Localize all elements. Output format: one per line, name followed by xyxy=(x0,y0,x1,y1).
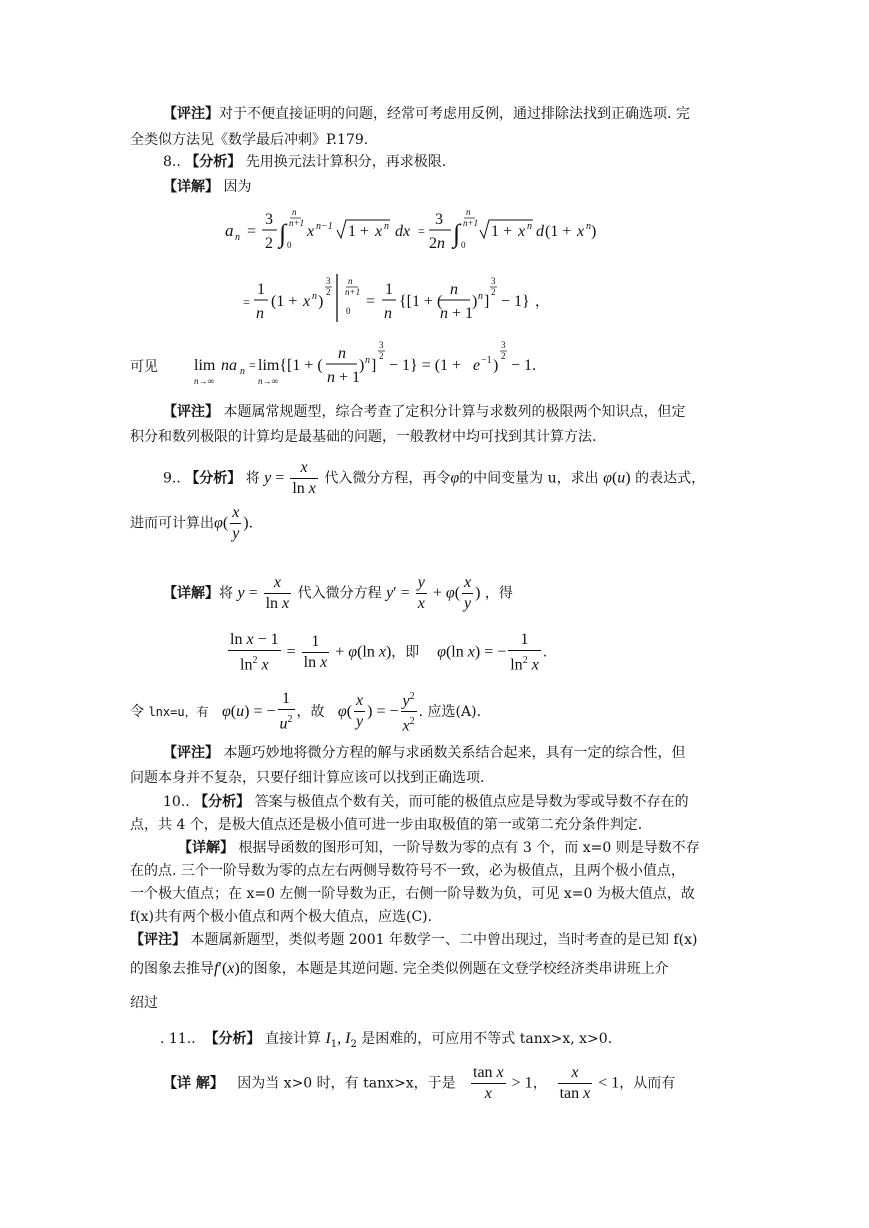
q8-equation-3 xyxy=(190,338,540,394)
svg-text:n: n xyxy=(240,366,245,377)
svg-text:x: x xyxy=(375,223,383,240)
svg-text:x: x xyxy=(303,293,311,310)
q9-detail-line: 【详解】将 y = $\frac{x}{\text{ln x}}$ 代入微分方程 y′ = $\frac{y}{x}$ + φ( $\frac{x}{y}$ ) ，得 xyxy=(163,574,513,612)
svg-text:x: x xyxy=(577,223,585,240)
svg-text:x: x xyxy=(307,223,315,240)
svg-text:n: n xyxy=(312,291,317,302)
svg-text:=: = xyxy=(243,295,250,309)
svg-text:3: 3 xyxy=(435,211,443,228)
analysis-text: 答案与极值点个数有关，而可能的极值点应是导数为零或导数不存在的 xyxy=(254,794,689,810)
svg-text:−1: −1 xyxy=(481,355,492,366)
svg-text:3: 3 xyxy=(501,340,506,350)
svg-text:=: = xyxy=(247,223,257,240)
svg-text:n: n xyxy=(527,221,532,232)
text: lnx=u，有 xyxy=(148,704,209,719)
text: 直接计算 xyxy=(264,1031,321,1047)
analysis-tag: 【分析】 xyxy=(185,470,242,487)
svg-text:0: 0 xyxy=(461,240,466,250)
text: 将 xyxy=(245,470,260,487)
svg-text:1 +: 1 + xyxy=(491,223,513,240)
svg-text:]: ] xyxy=(484,293,490,310)
svg-text:): ) xyxy=(493,357,499,374)
q8-equation-2 xyxy=(238,270,558,332)
svg-text:=: = xyxy=(418,224,425,238)
svg-text:n: n xyxy=(256,305,264,322)
text: 代入微分方程，再令 xyxy=(324,470,451,487)
svg-text:n+1: n+1 xyxy=(463,218,479,228)
q9-number: 9.. xyxy=(163,470,181,487)
svg-text:na: na xyxy=(221,357,237,374)
svg-text:n + 1: n + 1 xyxy=(327,369,361,386)
q10-detail-line4: f(x)共有两个极小值点和两个极大值点，应选(C). xyxy=(130,909,433,925)
comment-tag: 【评注】 xyxy=(163,745,219,761)
svg-text:n: n xyxy=(348,276,353,286)
text: 的表达式， xyxy=(635,470,706,487)
svg-text:n: n xyxy=(384,305,392,322)
svg-text:a: a xyxy=(225,221,234,240)
svg-text:2: 2 xyxy=(265,235,273,252)
svg-text:n: n xyxy=(466,207,471,217)
svg-text:n→∞: n→∞ xyxy=(258,376,278,386)
svg-text:=: = xyxy=(366,293,376,310)
comment-tag: 【评注】 xyxy=(163,404,219,420)
svg-text:2: 2 xyxy=(491,287,496,297)
svg-text:): ) xyxy=(359,357,365,374)
q10-comment-line1 xyxy=(130,930,697,950)
svg-text:n: n xyxy=(586,221,591,232)
svg-text:(1 +: (1 + xyxy=(271,293,298,310)
svg-text:lim: lim xyxy=(194,357,216,374)
svg-text:n+1: n+1 xyxy=(345,287,361,297)
svg-text:2: 2 xyxy=(379,351,384,361)
text: ，从而有 xyxy=(619,1075,676,1092)
detail-text: 根据导函数的图形可知，一阶导数为零的点有 3 个，而 x=0 则是导数不存 xyxy=(238,840,700,856)
q8-comment-line2: 积分和数列极限的计算均是最基础的问题，一般教材中均可找到其计算方法. xyxy=(130,429,597,445)
comment-tag: 【评注】 xyxy=(130,932,186,948)
svg-text:− 1.: − 1. xyxy=(511,357,537,374)
q8-analysis-line xyxy=(163,152,446,172)
svg-text:n: n xyxy=(365,355,370,366)
svg-text:d: d xyxy=(536,223,544,240)
text: ，即 xyxy=(391,644,420,661)
analysis-text: 先用换元法计算积分，再求极限. xyxy=(245,154,447,170)
analysis-tag: 【分析】 xyxy=(185,154,242,170)
svg-text:): ) xyxy=(318,293,324,310)
svg-text:，: ， xyxy=(535,295,549,310)
q9-equation-line: $\frac{\text{ln x − 1}}{\ln^2 x}$ = $\frac{1}{\text{ln x}}$ + φ(ln x)，即 φ(ln x) = − $\frac{1}{\ln^2 x}$ . xyxy=(230,631,548,674)
svg-text:0: 0 xyxy=(287,240,292,250)
svg-text:x: x xyxy=(518,223,526,240)
comment-tag: 【评注】 xyxy=(163,106,219,122)
q10-comment-line3: 绍过 xyxy=(130,995,158,1011)
svg-text:∫: ∫ xyxy=(453,219,461,248)
analysis-tag: 【分析】 xyxy=(194,794,251,810)
svg-text:2: 2 xyxy=(501,351,506,361)
svg-text:e: e xyxy=(473,357,481,374)
q10-analysis-line2: 点，共 4 个，是极大值点还是极小值可进一步由取极值的第一或第二充分条件判定. xyxy=(130,817,643,833)
q10-comment-line2: 的图象去推导f′(x)的图象，本题是其逆问题. 完全类似例题在文登学校经济类串讲班上介 xyxy=(130,960,669,977)
svg-text:1: 1 xyxy=(257,281,265,298)
svg-text:lim{[1 + (: lim{[1 + ( xyxy=(258,357,323,374)
svg-text:3: 3 xyxy=(265,211,273,228)
q9-comment-line2: 问题本身并不复杂，只要仔细计算应该可以找到正确选项. xyxy=(130,770,485,786)
q11-analysis-line: . 11.. 【分析】 直接计算 $I_1$, $I_2$ 是困难的，可应用不等式 tanx>x, x>0. xyxy=(160,1030,613,1050)
svg-text:2: 2 xyxy=(326,287,331,297)
comment-text: 本题属新题型，类似考题 2001 年数学一、二中曾出现过，当时考查的是已知 f(x) xyxy=(190,932,698,948)
svg-text:3: 3 xyxy=(326,276,331,286)
text: 的图象，本题是其逆问题. 完全类似例题在文登学校经济类串讲班上介 xyxy=(239,961,669,977)
svg-text:2n: 2n xyxy=(429,235,445,252)
q11-number: . 11.. xyxy=(160,1031,196,1047)
svg-text:): ) xyxy=(472,293,478,310)
text: ，故 xyxy=(296,703,325,720)
text: 的图象去推导 xyxy=(130,961,214,977)
q10-analysis-line1 xyxy=(163,792,689,812)
q10-detail-line3: 一个极大值点；在 x=0 左侧一阶导数为正，右侧一阶导数为负，可见 x=0 为极大值点，故 xyxy=(130,886,695,902)
q10-detail-line2: 在的点. 三个一阶导数为零的点左右两侧导数符号不一致，必为极值点，且两个极小值点， xyxy=(130,863,685,879)
svg-text:n + 1: n + 1 xyxy=(440,305,474,322)
svg-text:n+1: n+1 xyxy=(289,218,305,228)
detail-tag: 【详解】 xyxy=(178,840,234,856)
svg-text:{[1 + (: {[1 + ( xyxy=(399,293,443,310)
q8-comment-line1 xyxy=(163,402,685,422)
q8-number: 8.. xyxy=(163,154,181,170)
svg-text:3: 3 xyxy=(379,340,384,350)
text: 代入微分方程 xyxy=(297,585,382,602)
svg-text:n−1: n−1 xyxy=(316,221,333,232)
comment-text: 本题巧妙地将微分方程的解与求函数关系结合起来，具有一定的综合性，但 xyxy=(223,745,686,761)
comment-text: 对于不便直接证明的问题，经常可考虑用反例，通过排除法找到正确选项. 完 xyxy=(219,106,690,122)
svg-text:]: ] xyxy=(371,357,377,374)
detail-tag: 【详解】 xyxy=(163,585,219,602)
svg-text:n: n xyxy=(235,232,240,243)
text: 的中间变量为 u，求出 xyxy=(459,470,599,487)
text: 因为当 x>0 时，有 tanx>x，于是 xyxy=(237,1075,456,1092)
svg-text:3: 3 xyxy=(491,276,496,286)
svg-text:n: n xyxy=(338,345,346,362)
q10-number: 10.. xyxy=(163,794,190,810)
svg-text:(1 +: (1 + xyxy=(545,223,572,240)
text: 令 xyxy=(130,703,144,720)
detail-tag: 【详解】 xyxy=(163,179,219,195)
svg-text:− 1} = (1 +: − 1} = (1 + xyxy=(389,357,462,374)
comment-7-line2: 全类似方法见《数学最后冲刺》P.179. xyxy=(130,132,369,148)
svg-text:n: n xyxy=(450,281,458,298)
svg-text:n→∞: n→∞ xyxy=(194,376,214,386)
text: 将 xyxy=(219,585,233,602)
svg-text:dx: dx xyxy=(395,223,411,240)
q11-detail-line: 【详 解】 因为当 x>0 时，有 tanx>x，于是 $\frac{\text{tan x}}{x}$ > 1， $\frac{x}{\text{tan x}}$ < 1，从而有 xyxy=(163,1064,676,1102)
q8-equation-1 xyxy=(215,202,595,260)
text: . 应选(A). xyxy=(418,703,482,720)
q9-analysis-line2: 进而可计算出φ( $\frac{x}{y}$ ). xyxy=(130,504,254,542)
q10-detail-line1 xyxy=(178,838,700,858)
svg-text:): ) xyxy=(591,223,597,240)
svg-text:n: n xyxy=(478,291,483,302)
text: 进而可计算出 xyxy=(130,515,214,532)
svg-text:− 1}: − 1} xyxy=(501,293,530,310)
comment-text: 本题属常规题型，综合考查了定积分计算与求数列的极限两个知识点，但定 xyxy=(223,404,686,420)
analysis-tag: 【分析】 xyxy=(204,1031,261,1047)
svg-text:1: 1 xyxy=(385,281,393,298)
text: ，得 xyxy=(484,585,513,602)
svg-text:n: n xyxy=(292,207,297,217)
svg-text:1 +: 1 + xyxy=(348,223,370,240)
text: 是困难的，可应用不等式 tanx>x, x>0. xyxy=(361,1031,613,1047)
svg-text:=: = xyxy=(249,358,256,372)
detail-intro: 因为 xyxy=(223,179,252,195)
comment-7-line1 xyxy=(163,104,690,124)
q8-detail-line xyxy=(163,177,251,197)
svg-text:n: n xyxy=(384,221,389,232)
svg-text:0: 0 xyxy=(346,306,351,316)
detail-tag: 【详 解】 xyxy=(163,1075,224,1092)
q9-comment-line1 xyxy=(163,743,685,763)
q9-analysis-line: 9.. 【分析】 将 y = $\frac{x}{\text{ln x}}$ 代入微分方程，再令φ的中间变量为 u，求出 φ(u) 的表达式， xyxy=(163,459,706,497)
svg-text:∫: ∫ xyxy=(279,219,287,248)
q9-let-line: 令 lnx=u，有 φ(u) = − $\frac{1}{u^2}$ ，故 φ( $\frac{x}{y}$ ) = − $\frac{y^2}{x^2}$ . 应选(A). xyxy=(130,687,481,737)
q8-conclusion-label: 可见 xyxy=(130,359,158,375)
